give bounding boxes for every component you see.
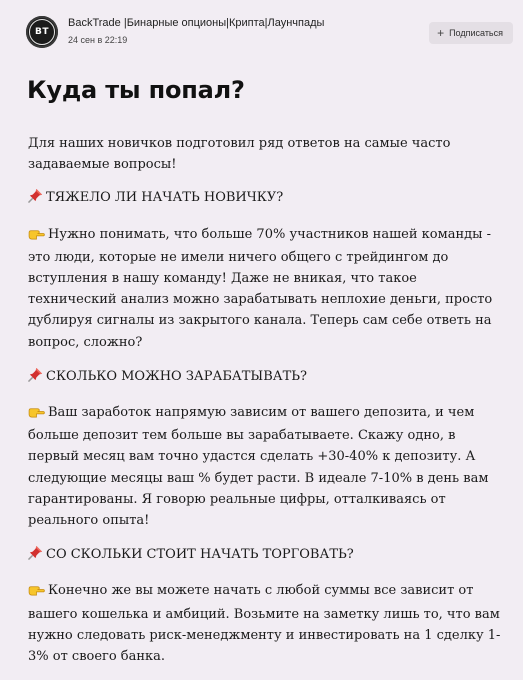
question-heading [28,544,505,567]
question-text: СО СКОЛЬКИ СТОИТ НАЧАТЬ ТОРГОВАТЬ? [46,547,354,563]
question-heading [28,187,505,210]
plus-icon: + [437,26,445,40]
answer-paragraph [28,224,505,353]
avatar[interactable] [26,16,58,48]
question-text: ТЯЖЕЛО ЛИ НАЧАТЬ НОВИЧКУ? [46,190,284,206]
answer-text: Конечно же вы можете начать с любой суммы все зависит от вашего кошелька и амбиций. Возьмите на заметку лишь то, что вам нужно следовать риск-менеджменту и инвестировать на 1 сделку 1-3% от своего банка. [28,583,501,665]
post-header [26,14,513,50]
question-heading [28,366,505,389]
post-intro: Для наших новичков подготовил ряд ответов на самые часто задаваемые вопросы! [28,136,451,173]
post-body [28,133,505,680]
pushpin-icon [28,188,43,210]
pointing-hand-icon [28,582,45,603]
post-date: 24 сен в 22:19 [68,35,128,45]
answer-paragraph [28,402,505,531]
answer-paragraph [28,580,505,667]
pointing-hand-icon [28,404,45,425]
avatar-logo: BT [29,19,55,45]
pointing-hand-icon [28,226,45,247]
pushpin-icon [28,545,43,567]
subscribe-button[interactable] [429,22,513,44]
subscribe-label: Подписаться [449,28,503,38]
channel-name[interactable]: BackTrade |Бинарные опционы|Крипта|Лаунчпады [68,17,325,29]
answer-text: Нужно понимать, что больше 70% участников нашей команды - это люди, которые не имели ничего общего с трейдингом до вступления в нашу команду! Даже не вникая, что такое технический анализ можно зарабатывать неплохие деньги, просто дублируя сигналы из закрытого канала. Теперь сам себе ответь на вопрос, сложно? [28,226,493,350]
post-title: Куда ты попал? [27,76,245,104]
question-text: СКОЛЬКО МОЖНО ЗАРАБАТЫВАТЬ? [46,368,308,384]
answer-text: Ваш заработок напрямую зависим от вашего депозита, и чем больше депозит тем больше вы зарабатываете. Скажу одно, в первый месяц вам точно удастся сделать +30-40% к депозиту. А следующие месяцы ваш % будет расти. В идеале 7-10% в день вам гарантированы. Я говорю реальные цифры, отталкиваясь от реального опыта! [28,405,489,529]
pushpin-icon [28,367,43,389]
